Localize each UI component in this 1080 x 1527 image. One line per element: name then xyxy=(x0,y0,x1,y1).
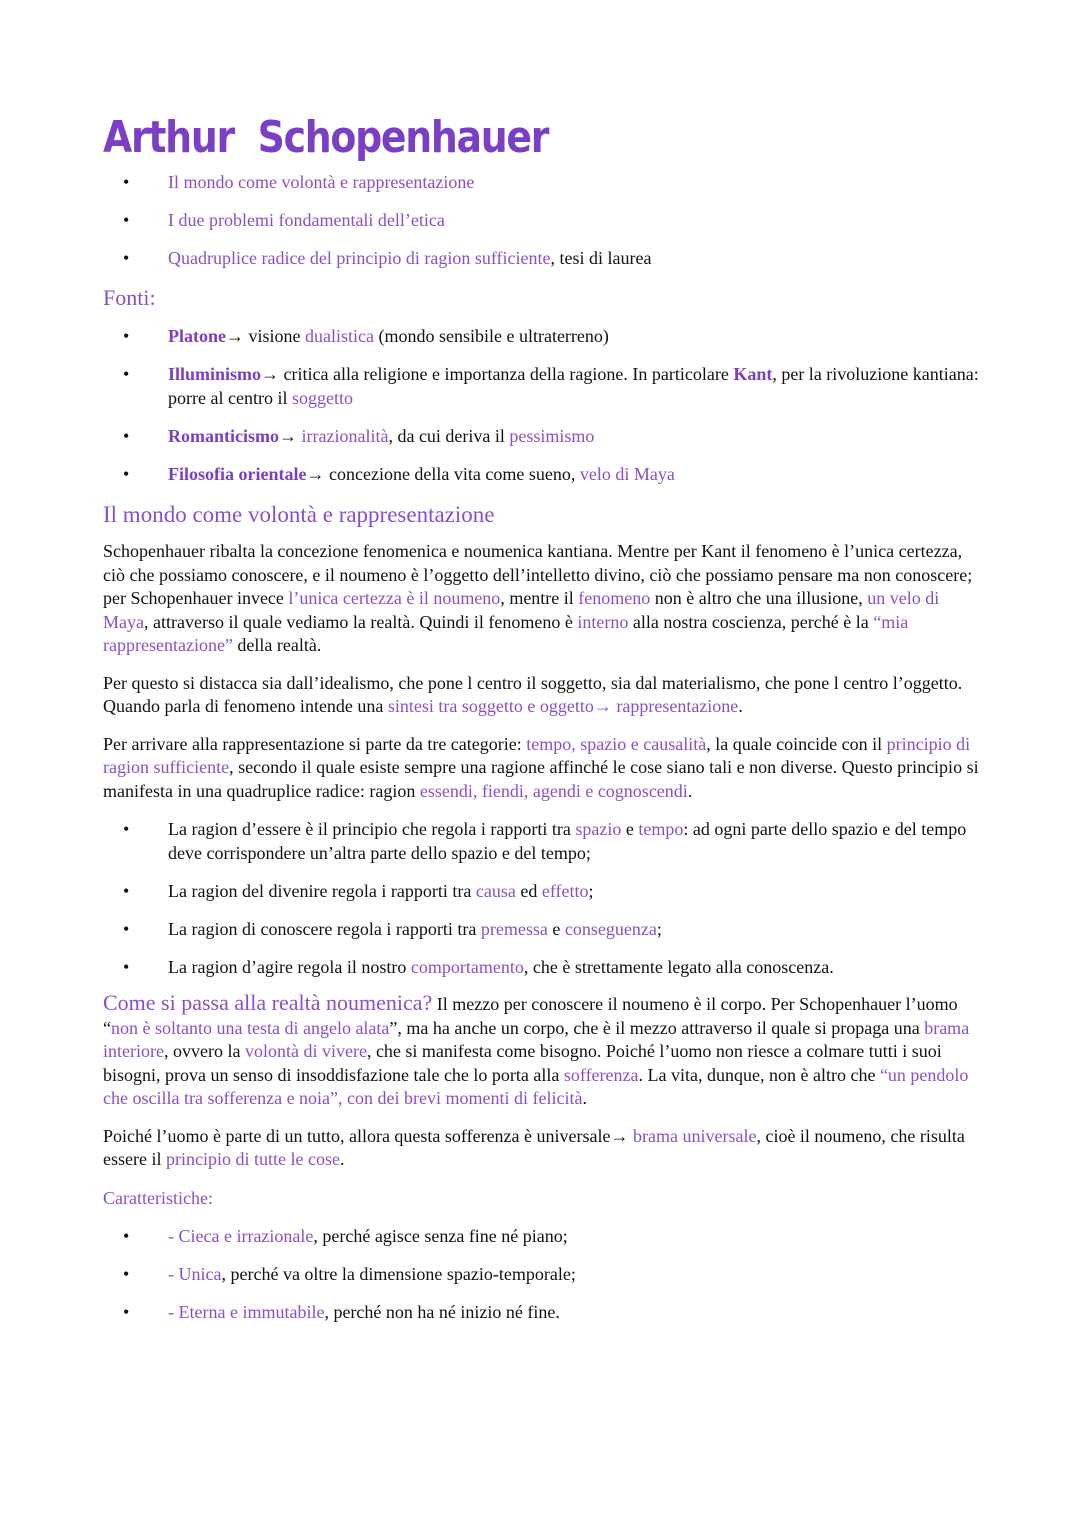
list-item: • Il mondo come volontà e rappresentazione xyxy=(123,172,475,192)
list-item: • Filosofia orientale→ concezione della vita come sueno, velo di Maya xyxy=(123,464,675,484)
arrow-icon: → xyxy=(261,364,280,384)
bullet-icon: • xyxy=(123,919,130,939)
bullet-icon: • xyxy=(123,248,130,268)
list-item: • Quadruplice radice del principio di ragion sufficiente, tesi di laurea xyxy=(123,248,652,268)
paragraph: Come si passa alla realtà noumenica? Il mezzo per conoscere il noumeno è il corpo. Per Schopenhauer l’uomo “non è soltanto una testa di angelo alata”, ma ha anche un corpo, che è il mezzo attraverso il quale si propaga una brama interiore, ovvero la volontà di vivere, che si manifesta come bisogno. Poiché l’uomo non riesce a colmare tutti i suoi bisogni, prova un senso di insoddisfazione tale che lo porta alla sofferenza. La vita, dunque, non è altro che “un pendolo che oscilla tra sofferenza e noia”, con dei brevi momenti di felicità. xyxy=(103,990,970,1108)
bullet-icon: • xyxy=(123,464,130,484)
works-list xyxy=(103,170,983,270)
list-item: • La ragion d’agire regola il nostro comportamento, che è strettamente legato alla conoscenza. xyxy=(123,957,834,977)
bullet-icon: • xyxy=(123,172,130,192)
list-item: • - Cieca e irrazionale, perché agisce senza fine né piano; xyxy=(123,1225,568,1246)
list-item: • Romanticismo→ irrazionalità, da cui deriva il pessimismo xyxy=(123,426,595,446)
categories-list xyxy=(103,817,983,979)
list-item: • La ragion d’essere è il principio che regola i rapporti tra spazio e tempo: ad ogni parte dello spazio e del tempo deve corrispondere un’altra parte dello spazio e del tempo; xyxy=(123,819,967,863)
bullet-icon: • xyxy=(123,957,130,977)
bullet-icon: • xyxy=(123,364,130,384)
paragraph: Per arrivare alla rappresentazione si parte da tre categorie: tempo, spazio e causalità, la quale coincide con il principio di ragion sufficiente, secondo il quale esiste sempre una ragione affinché le cose siano tali e non diverse. Questo principio si manifesta in una quadruplice radice: ragion essendi, fiendi, agendi e cognoscendi. xyxy=(103,733,979,801)
bullet-icon: • xyxy=(123,1225,130,1246)
paragraph: Poiché l’uomo è parte di un tutto, allora questa sofferenza è universale→ brama universale, cioè il noumeno, che risulta essere il principio di tutte le cose. xyxy=(103,1125,965,1169)
list-item: • La ragion del divenire regola i rapporti tra causa ed effetto; xyxy=(123,881,594,901)
title-first-name: Arthur xyxy=(103,112,234,163)
paragraph: Schopenhauer ribalta la concezione fenomenica e noumenica kantiana. Mentre per Kant il fenomeno è l’unica certezza, ciò che possiamo conoscere, e il noumeno è l’oggetto dell’intelletto divino, ciò che possiamo pensare ma non conoscere; per Schopenhauer invece l’unica certezza è il noumeno, mentre il fenomeno non è altro che una illusione, un velo di Maya, attraverso il quale vediamo la realtà. Quindi il fenomeno è interno alla nostra coscienza, perché è la “mia rappresentazione” della realtà. xyxy=(103,541,973,655)
section-heading: Come si passa alla realtà noumenica? xyxy=(103,990,433,1015)
bullet-icon: • xyxy=(123,1301,130,1322)
bullet-icon: • xyxy=(123,1263,130,1284)
bullet-icon: • xyxy=(123,881,130,901)
document-title xyxy=(103,112,860,164)
document-page xyxy=(103,112,983,1338)
fonti-label: Fonti: xyxy=(103,285,156,310)
title-last-name: Schopenhauer xyxy=(257,112,549,163)
list-item: • Platone→ visione dualistica (mondo sensibile e ultraterreno) xyxy=(123,326,609,346)
bullet-icon: • xyxy=(123,326,130,346)
bullet-icon: • xyxy=(123,210,130,230)
characteristics-list xyxy=(103,1224,983,1324)
paragraph: Per questo si distacca sia dall’idealismo, che pone l centro il soggetto, sia dal materialismo, che pone l centro l’oggetto. Quando parla di fenomeno intende una sintesi tra soggetto e oggetto→ rappresentazione. xyxy=(103,672,963,716)
list-item: • La ragion di conoscere regola i rapporti tra premessa e conseguenza; xyxy=(123,919,662,939)
bullet-icon: • xyxy=(123,819,130,839)
list-item: • I due problemi fondamentali dell’etica xyxy=(123,210,445,230)
list-item: • - Eterna e immutabile, perché non ha né inizio né fine. xyxy=(123,1301,560,1322)
characteristics-label: Caratteristiche: xyxy=(103,1187,213,1208)
arrow-icon: → xyxy=(226,326,244,346)
bullet-icon: • xyxy=(123,426,130,446)
arrow-icon: → xyxy=(279,426,297,446)
arrow-icon: → xyxy=(306,464,325,484)
list-item: • - Unica, perché va oltre la dimensione spazio-temporale; xyxy=(123,1263,576,1284)
section-heading: Il mondo come volontà e rappresentazione xyxy=(103,502,495,527)
fonti-list xyxy=(103,324,983,486)
list-item: • Illuminismo→ critica alla religione e importanza della ragione. In particolare Kant, per la rivoluzione kantiana: porre al centro il soggetto xyxy=(123,364,979,408)
